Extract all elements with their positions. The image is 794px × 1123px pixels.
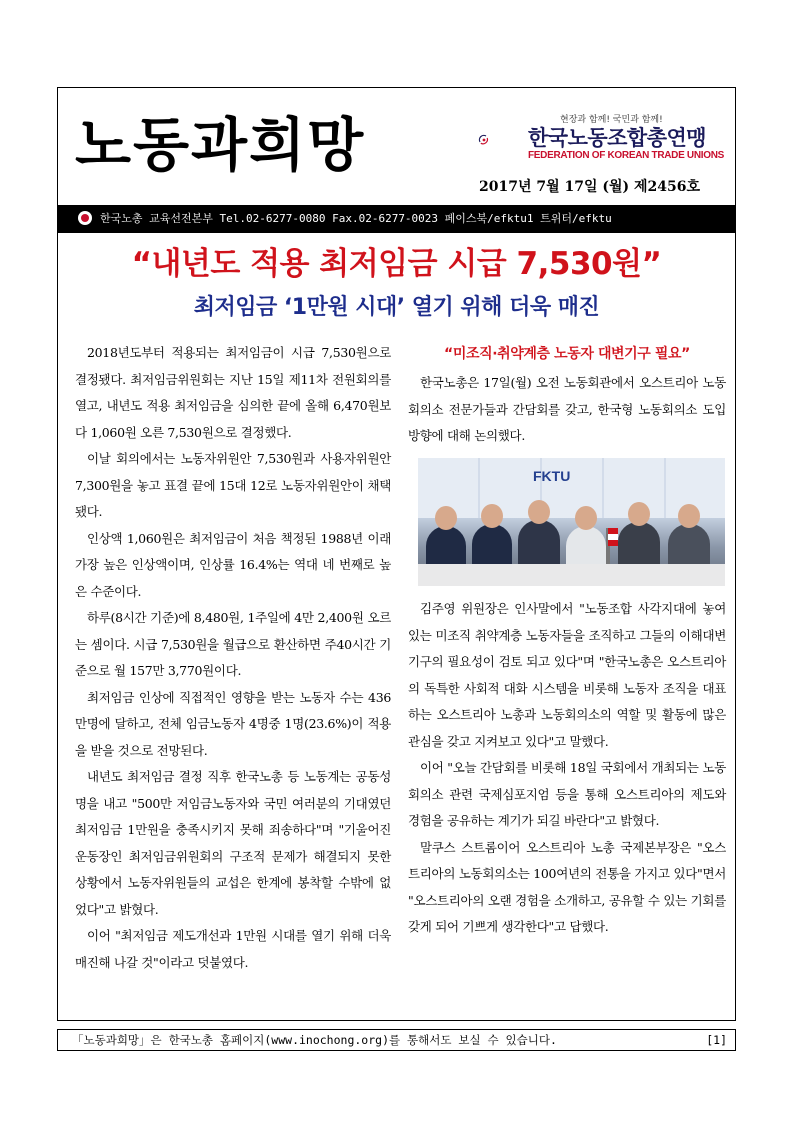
article-paragraph: 하루(8시간 기준)에 8,480원, 1주일에 4만 2,400원 오르는 셈이다. 시급 7,530원을 월급으로 환산하면 주40시간 기준으로 월 157만 3,770원이다. — [75, 610, 391, 678]
article-paragraph: 한국노총은 17일(월) 오전 노동회관에서 오스트리아 노동회의소 전문가들과 간담회를 갖고, 한국형 노동회의소 도입 방향에 대해 논의했다. — [408, 375, 726, 443]
article-paragraph: 내년도 최저임금 결정 직후 한국노총 등 노동계는 공동성명을 내고 "500만 저임금노동자와 국민 여러분의 기대였던 최저임금 1만원을 충족시키지 못해 죄송하다"며 "기울어진 운동장인 최저임금위원회의 구조적 문제가 해결되지 못한 상황에서 노동자위원들의 교섭은 한계에 봉착할 수밖에 없었다"고 밝혔다. — [75, 769, 391, 917]
side-article-title: “미조직·취약계층 노동자 대변기구 필요” — [444, 346, 690, 362]
article-paragraph: 2018년도부터 적용되는 최저임금이 시급 7,530원으로 결정됐다. 최저임금위원회는 지난 15일 제11차 전원회의를 열고, 내년도 적용 최저임금을 심의한 끝에 올해 6,470원보다 1,060원 오른 7,530원으로 결정했다. — [75, 345, 391, 440]
headline: “내년도 적용 최저임금 시급 7,530원” — [131, 246, 662, 282]
meeting-photo — [418, 458, 725, 586]
logo-korean-name: 한국노동조합총연맹 — [528, 126, 707, 150]
article-paragraph: 이어 "오늘 간담회를 비롯해 18일 국회에서 개최되는 노동회의소 관련 국제심포지엄 등을 통해 오스트리아의 제도와 경험을 공유하는 계기가 되길 바란다"고 밝혔다. — [408, 760, 726, 828]
fktu-logo-icon — [478, 112, 528, 168]
article-paragraph: 최저임금 인상에 직접적인 영향을 받는 노동자 수는 436만명에 달하고, 전체 임금노동자 4명중 1명(23.6%)이 적용을 받을 것으로 전망된다. — [75, 689, 391, 758]
contact-text: 한국노총 교육선전본부 Tel.02-6277-0080 Fax.02-6277-0023 페이스북/efktu1 트위터/efktu — [100, 212, 612, 225]
photo-banner-text: FKTU — [533, 468, 571, 484]
page-number: [1] — [706, 1033, 727, 1047]
side-article-body — [408, 596, 726, 941]
logo-slogan: 현장과 함께! 국민과 함께! — [560, 115, 663, 125]
article-paragraph: 말쿠스 스트롬이어 오스트리아 노총 국제본부장은 "오스트리아의 노동회의소는 100여년의 전통을 가지고 있다"면서 "오스트리아의 오랜 경험을 소개하고, 공유할 수 있는 기회를 갖게 되어 기쁘게 생각한다"고 답했다. — [408, 839, 726, 934]
side-article-intro — [408, 370, 726, 450]
footer — [57, 1029, 736, 1051]
contact-banner — [58, 205, 735, 233]
article-paragraph: 이어 "최저임금 제도개선과 1만원 시대를 열기 위해 더욱 매진해 나갈 것"이라고 덧붙였다. — [75, 928, 391, 970]
footer-text: 「노동과희망」은 한국노총 홈페이지(www.inochong.org)를 통해서도 보실 수 있습니다. — [72, 1033, 557, 1047]
main-article-body — [75, 340, 391, 976]
article-paragraph: 인상액 1,060원은 최저임금이 처음 책정된 1988년 이래 가장 높은 인상액이며, 인상률 16.4%는 역대 네 번째로 높은 수준이다. — [75, 530, 391, 599]
article-paragraph: 이날 회의에서는 노동자위원안 7,530원과 사용자위원안 7,300원을 놓고 표결 끝에 15대 12로 노동자위원안이 채택됐다. — [75, 451, 391, 519]
issue-date: 2017년 7월 17일 (월) 제2456호 — [479, 179, 701, 195]
union-emblem-icon — [78, 211, 92, 225]
subheadline: 최저임금 ‘1만원 시대’ 열기 위해 더욱 매진 — [193, 295, 600, 320]
article-paragraph: 김주영 위원장은 인사말에서 "노동조합 사각지대에 놓여 있는 미조직 취약계층 노동자들을 조직하고 그들의 이해대변 기구의 필요성이 검토 되고 있다"며 "한국노총은 오스트리아의 독특한 사회적 대화 시스템을 비롯해 노동자 조직을 대표하는 오스트리아 노총과 노동회의소의 역할 및 활동에 많은 관심을 갖고 지켜보고 있다"고 말했다. — [408, 601, 726, 749]
masthead-title: 노동과희망 — [75, 111, 366, 179]
logo-english-name: FEDERATION OF KOREAN TRADE UNIONS — [528, 150, 725, 161]
